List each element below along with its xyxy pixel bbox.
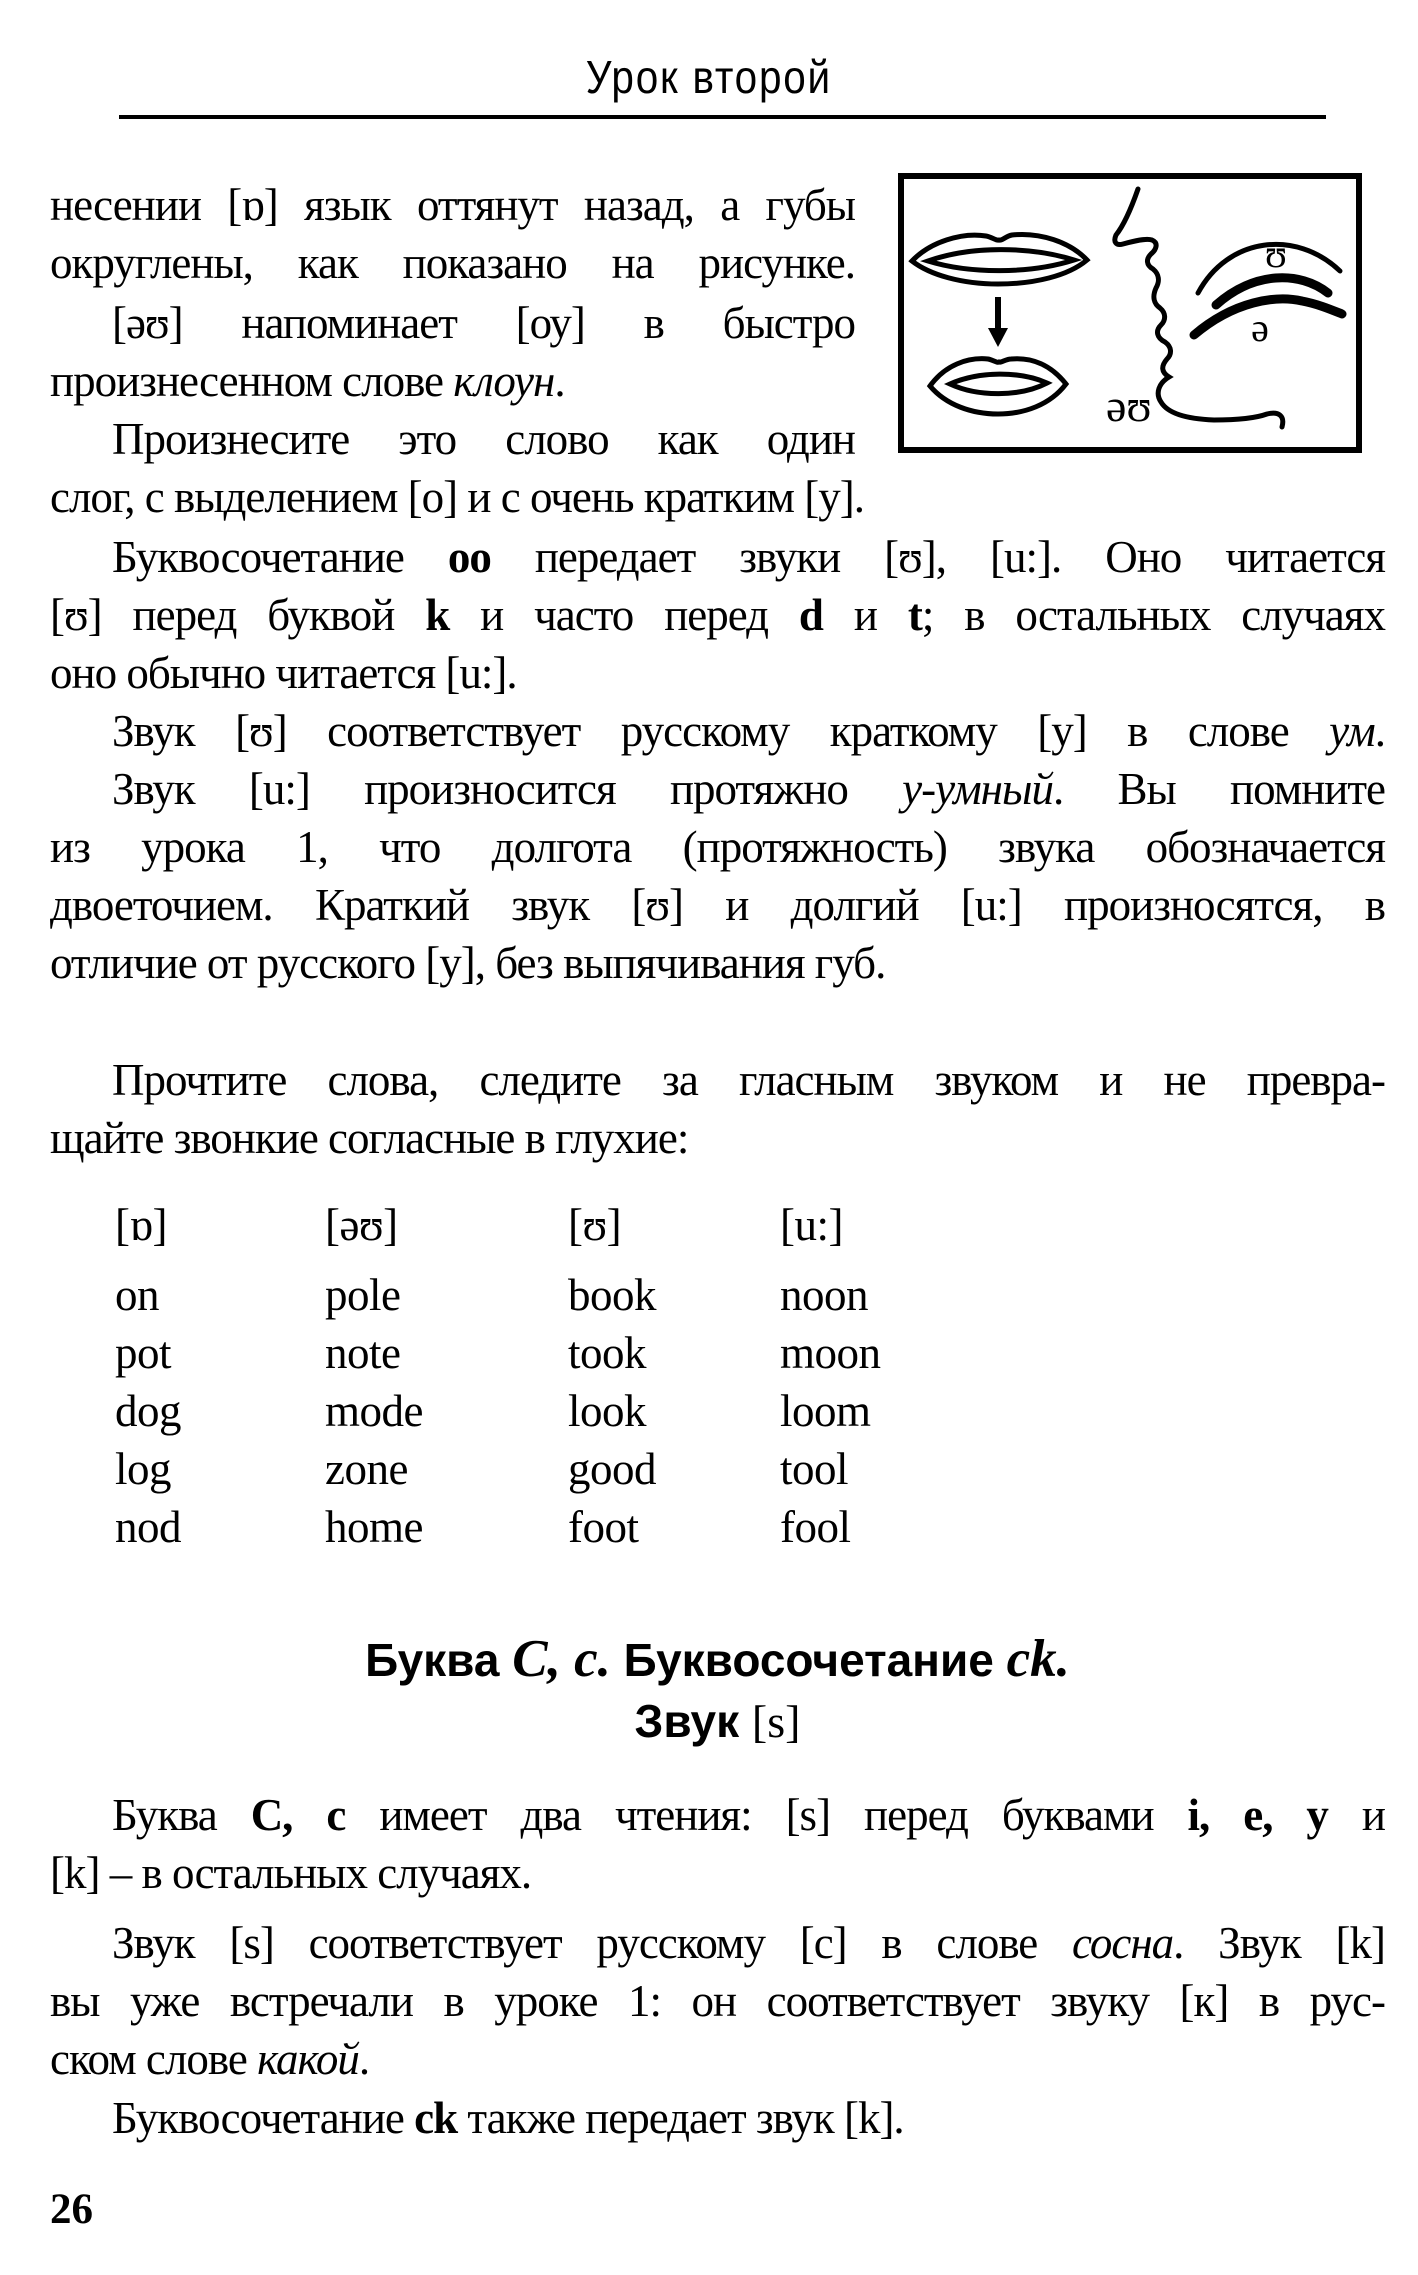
text-line: Звук [ʊ] соответствует русскому краткому [у] в слове ум. — [112, 706, 1385, 756]
text-line: Буква C, c. Буквосочетание ck. — [365, 1630, 1070, 1688]
text-line: [k] – в остальных случаях. — [50, 1848, 532, 1898]
word-table-row — [50, 1266, 1385, 1324]
section-heading — [50, 1628, 1385, 1752]
paragraph — [50, 1786, 1385, 1902]
paragraph — [50, 410, 1385, 526]
word-cell: pole — [325, 1270, 401, 1320]
word-cell: on — [115, 1270, 159, 1320]
word-table-row — [50, 1324, 1385, 1382]
word-cell: tool — [780, 1444, 849, 1494]
paragraph — [50, 176, 1385, 292]
header-rule — [119, 115, 1326, 119]
figure-label-schwa: ə — [1251, 305, 1269, 350]
word-cell: log — [115, 1444, 172, 1494]
sound-column-header: [ʊ] — [568, 1200, 622, 1250]
word-cell: loom — [780, 1386, 871, 1436]
paragraph — [50, 1051, 1385, 1167]
text-line: Произнесите это слово как один — [112, 414, 855, 464]
text-line: Звук [s] — [634, 1695, 801, 1747]
text-line: ском слове какой. — [50, 2034, 370, 2084]
figure-label-u: ʊ — [1265, 231, 1287, 276]
word-cell: mode — [325, 1386, 423, 1436]
word-cell: dog — [115, 1386, 181, 1436]
word-cell: pot — [115, 1328, 172, 1378]
word-table — [50, 1196, 1385, 1556]
lesson-title — [0, 50, 1418, 104]
word-table-row — [50, 1440, 1385, 1498]
text-line: несении [ɒ] язык оттянут назад, а губы — [50, 180, 855, 230]
paragraph — [50, 702, 1385, 760]
word-cell: look — [568, 1386, 647, 1436]
paragraph — [50, 1914, 1385, 2088]
lesson-title-text: Урок второй — [585, 51, 833, 103]
text-line: щайте звонкие согласные в глухие: — [50, 1113, 689, 1163]
word-cell: noon — [780, 1270, 868, 1320]
paragraph — [50, 760, 1385, 992]
page-number: 26 — [50, 2186, 93, 2233]
word-table-header-row — [50, 1196, 1385, 1254]
text-line: округлены, как показано на рисунке. — [50, 238, 855, 288]
word-cell: zone — [325, 1444, 408, 1494]
text-line: Буквосочетание ck также передает звук [k]. — [112, 2093, 904, 2143]
word-cell: good — [568, 1444, 656, 1494]
figure-label-diphthong: əʊ — [1106, 380, 1152, 431]
word-cell: fool — [780, 1502, 851, 1552]
word-table-row — [50, 1382, 1385, 1440]
text-line: слог, с выделением [о] и с очень кратким [у]. — [50, 472, 864, 522]
text-line: из урока 1, что долгота (протяжность) звука обозначается — [50, 822, 1385, 872]
sound-column-header: [əʊ] — [325, 1200, 398, 1250]
sound-column-header: [u:] — [780, 1200, 843, 1250]
text-line: двоеточием. Краткий звук [ʊ] и долгий [u:] произносятся, в — [50, 880, 1385, 930]
word-cell: note — [325, 1328, 401, 1378]
word-cell: nod — [115, 1502, 181, 1552]
paragraph — [50, 2089, 1385, 2147]
text-line: Буквосочетание oo передает звуки [ʊ], [u:]. Оно читается — [112, 532, 1385, 582]
word-table-row — [50, 1498, 1385, 1556]
paragraph — [50, 528, 1385, 702]
text-line: [ʊ] перед буквой k и часто перед d и t; в остальных случаях — [50, 590, 1385, 640]
text-line: вы уже встречали в уроке 1: он соответствует звуку [к] в рус- — [50, 1976, 1385, 2026]
word-cell: book — [568, 1270, 656, 1320]
text-line: Прочтите слова, следите за гласным звуком и не превра- — [112, 1055, 1385, 1105]
text-line: отличие от русского [у], без выпячивания губ. — [50, 938, 886, 988]
word-cell: home — [325, 1502, 423, 1552]
sound-column-header: [ɒ] — [115, 1200, 168, 1250]
text-line: Звук [u:] произносится протяжно у-умный. Вы помните — [112, 764, 1385, 814]
word-cell: took — [568, 1328, 647, 1378]
text-line: произнесенном слове клоун. — [50, 356, 565, 406]
word-cell: moon — [780, 1328, 881, 1378]
text-line: оно обычно читается [u:]. — [50, 648, 517, 698]
text-line: Звук [s] соответствует русскому [с] в слове сосна. Звук [k] — [112, 1918, 1385, 1968]
text-line: [əʊ] напоминает [оу] в быстро — [112, 298, 855, 348]
word-cell: foot — [568, 1502, 639, 1552]
paragraph — [50, 294, 1385, 410]
text-line: Буква C, c имеет два чтения: [s] перед буквами i, e, y и — [112, 1790, 1385, 1840]
